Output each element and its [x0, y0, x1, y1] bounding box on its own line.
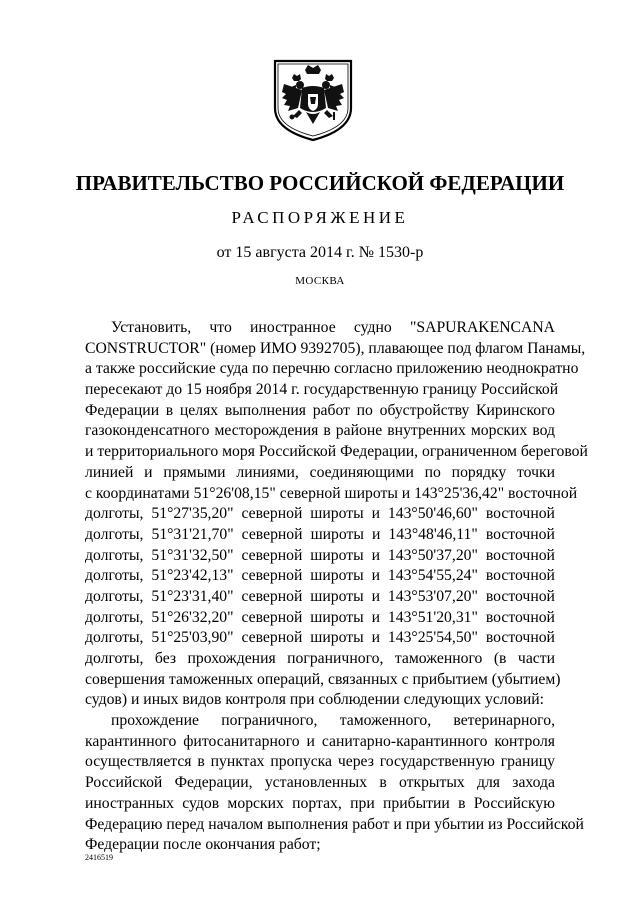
coord-lon-word: долготы,	[85, 546, 144, 564]
text-line: а также российские суда по перечню согласно приложению неоднократно	[85, 360, 579, 378]
coord-lat-word: северной	[241, 546, 303, 564]
coord-and: и	[371, 608, 380, 626]
coordinate-row	[85, 566, 555, 587]
text-line: прохождение пограничного, таможенного, ветеринарного,	[111, 712, 555, 730]
coord-direction: восточной	[485, 629, 555, 647]
coordinate-row	[85, 546, 555, 567]
text-line: и территориального моря Российской Федерации, ограниченном береговой	[85, 443, 588, 461]
coord-lat-word: северной	[241, 587, 303, 605]
coordinate-row	[85, 628, 555, 649]
coordinate-row	[85, 608, 555, 629]
coord-longitude: 143°53'07,20"	[387, 587, 478, 605]
coord-lon-word: долготы,	[85, 525, 144, 543]
coordinate-row	[85, 525, 555, 546]
document-type: РАСПОРЯЖЕНИЕ	[231, 208, 409, 227]
coord-longitude: 143°25'54,50"	[387, 629, 478, 647]
text-line: Федерацию перед началом выполнения работ и при убытии из Российской	[85, 815, 584, 833]
coord-and: и	[371, 505, 380, 523]
text-line: CONSTRUCTOR" (номер ИМО 9392705), плавающее под флагом Панамы,	[85, 339, 586, 357]
coord-latitude: 51°31'21,70"	[151, 525, 234, 543]
text-line: Федерации после окончания работ;	[85, 836, 321, 854]
coord-lat-word: северной	[241, 567, 303, 585]
coord-width-word: широты	[310, 608, 364, 626]
coord-width-word: широты	[310, 505, 364, 523]
coord-lon-word: долготы,	[85, 587, 144, 605]
document-city: МОСКВА	[295, 275, 345, 287]
coord-direction: восточной	[485, 567, 555, 585]
text-line: совершения таможенных операций, связанных с прибытием (убытием)	[85, 670, 561, 688]
coord-latitude: 51°23'31,40"	[151, 587, 234, 605]
coord-lon-word: долготы,	[85, 629, 144, 647]
coord-width-word: широты	[310, 567, 364, 585]
text-line: карантинного фитосанитарного и санитарно-карантинного контроля	[85, 732, 555, 750]
text-line: газоконденсатного месторождения в районе внутренних морских вод	[85, 422, 555, 440]
coord-lon-word: долготы,	[85, 567, 144, 585]
coord-direction: восточной	[485, 505, 555, 523]
coord-direction: восточной	[485, 587, 555, 605]
text-line: иностранных судов морских портах, при прибытии в Российскую	[85, 794, 555, 812]
coord-width-word: широты	[310, 629, 364, 647]
coord-latitude: 51°26'32,20"	[151, 608, 234, 626]
coord-and: и	[371, 567, 380, 585]
text-line: Установить, что иностранное судно "SAPURAKENCANA	[111, 319, 555, 336]
coord-lat-word: северной	[241, 525, 303, 543]
coord-longitude: 143°54'55,24"	[387, 567, 478, 585]
coord-and: и	[371, 587, 380, 605]
coord-lon-word: долготы,	[85, 505, 144, 523]
document-code: 2416519	[85, 853, 113, 862]
coord-width-word: широты	[310, 587, 364, 605]
coord-latitude: 51°25'03,90"	[151, 629, 234, 647]
text-line: Российской Федерации, установленных в открытых для захода	[85, 774, 555, 792]
text-line: линией и прямыми линиями, соединяющими по порядку точки	[85, 463, 555, 481]
text-line: долготы, без прохождения пограничного, таможенного (в части	[85, 650, 555, 667]
coord-longitude: 143°50'46,60"	[387, 505, 478, 523]
coord-longitude: 143°51'20,31"	[387, 608, 478, 626]
coord-latitude: 51°31'32,50"	[151, 546, 234, 564]
coord-width-word: широты	[310, 525, 364, 543]
coat-of-arms-icon	[272, 58, 354, 142]
coord-width-word: широты	[310, 546, 364, 564]
coord-lat-word: северной	[241, 629, 303, 647]
text-line: судов) и иных видов контроля при соблюдении следующих условий:	[85, 691, 545, 709]
document-heading: ПРАВИТЕЛЬСТВО РОССИЙСКОЙ ФЕДЕРАЦИИ	[75, 171, 565, 195]
coord-direction: восточной	[485, 525, 555, 543]
document-body	[85, 318, 588, 856]
text-line: Федерации в целях выполнения работ по обустройству Киринского	[85, 401, 555, 419]
document-date-number: от 15 августа 2014 г. № 1530-р	[216, 244, 424, 261]
coord-lon-word: долготы,	[85, 608, 144, 626]
coord-lat-word: северной	[241, 505, 303, 523]
coord-and: и	[371, 546, 380, 564]
coord-lat-word: северной	[241, 608, 303, 626]
coord-and: и	[371, 629, 380, 647]
coord-direction: восточной	[485, 546, 555, 564]
coordinate-row	[85, 504, 555, 525]
text-line: пересекают до 15 ноября 2014 г. государственную границу Российской	[85, 381, 559, 399]
text-line: осуществляется в пунктах пропуска через государственную границу	[85, 753, 555, 771]
coord-longitude: 143°48'46,11"	[388, 525, 478, 543]
coord-direction: восточной	[485, 608, 555, 626]
coord-latitude: 51°23'42,13"	[151, 567, 234, 585]
text-line: с координатами 51°26'08,15" северной широты и 143°25'36,42" восточной	[85, 484, 578, 502]
coord-longitude: 143°50'37,20"	[387, 546, 478, 564]
coordinate-row	[85, 587, 555, 608]
coord-latitude: 51°27'35,20"	[151, 505, 234, 523]
coord-and: и	[371, 525, 381, 543]
